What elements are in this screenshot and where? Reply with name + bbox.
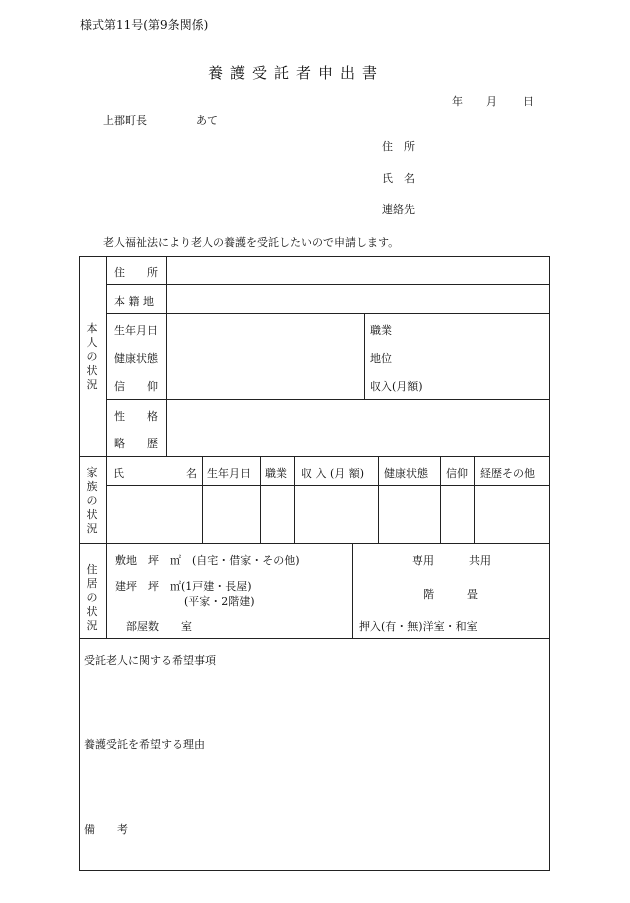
self-faith-label: 信 仰 <box>114 380 158 393</box>
reason-label: 養護受託を希望する理由 <box>84 738 205 751</box>
self-row-line-3 <box>106 399 550 400</box>
self-income-label: 収入(月額) <box>370 380 423 393</box>
wishes-field[interactable] <box>82 668 547 728</box>
addressee-suffix: あて <box>196 114 218 127</box>
self-history-label: 略 歴 <box>114 437 158 450</box>
self-occupation-label: 職業 <box>370 324 392 337</box>
housing-shared: 共用 <box>469 554 491 567</box>
housing-building-type: (平家・2階建) <box>184 595 255 608</box>
family-col-health: 健康状態 <box>384 467 428 480</box>
self-section-heading: 本人の状況 <box>86 322 98 391</box>
self-occupation-income-field[interactable] <box>430 315 548 398</box>
table-left-border <box>79 256 80 871</box>
self-address-label: 住 所 <box>114 266 158 279</box>
housing-exclusive: 専用 <box>412 554 434 567</box>
family-col-occupation: 職業 <box>265 467 287 480</box>
housing-building: 建坪 坪 ㎡(1戸建・長屋) <box>115 580 252 593</box>
addressee: 上郡町長 <box>103 114 147 127</box>
family-section-heading: 家族の状況 <box>86 466 98 535</box>
reason-field[interactable] <box>82 752 547 812</box>
family-col-birthdate: 生年月日 <box>207 467 251 480</box>
remarks-field[interactable] <box>82 838 547 868</box>
self-address-field[interactable] <box>168 258 548 283</box>
self-domicile-field[interactable] <box>168 286 548 312</box>
housing-storage: 押入(有・無)洋室・和室 <box>359 620 478 633</box>
housing-section-heading: 住居の状況 <box>86 563 98 632</box>
housing-divider <box>352 543 353 638</box>
self-health-label: 健康状態 <box>114 352 158 365</box>
applicant-contact-label: 連絡先 <box>382 203 415 216</box>
applicant-address-label: 住 所 <box>382 140 415 153</box>
date-day-label: 日 <box>523 95 534 108</box>
family-data-row[interactable] <box>108 487 548 542</box>
family-header-line <box>106 485 550 486</box>
wishes-label: 受託老人に関する希望事項 <box>84 654 216 667</box>
self-row-line-2 <box>106 313 550 314</box>
self-birthdate-label: 生年月日 <box>114 324 158 337</box>
self-row-line-1 <box>106 284 550 285</box>
family-col-income: 収 入 (月 額) <box>301 467 365 480</box>
housing-rooms: 部屋数 室 <box>126 620 192 633</box>
family-housing-divider <box>79 543 550 544</box>
housing-land: 敷地 坪 ㎡ (自宅・借家・その他) <box>115 554 300 567</box>
application-statement: 老人福祉法により老人の養護を受託したいので申請します。 <box>103 236 400 249</box>
self-domicile-label: 本 籍 地 <box>114 295 154 308</box>
applicant-name-label: 氏 名 <box>382 172 415 185</box>
self-character-label: 性 格 <box>114 410 158 423</box>
housing-bottom-divider <box>79 638 550 639</box>
self-label-column-line <box>166 256 167 456</box>
family-col-history: 経歴その他 <box>480 467 535 480</box>
form-number: 様式第11号(第9条関係) <box>80 18 209 32</box>
self-birthdate-health-faith-field[interactable] <box>168 315 363 398</box>
self-occupation-divider <box>364 313 365 399</box>
family-col-faith: 信仰 <box>446 467 468 480</box>
family-col-surname: 氏 <box>113 467 124 480</box>
date-month-label: 月 <box>486 95 497 108</box>
self-family-divider <box>79 456 550 457</box>
self-position-label: 地位 <box>370 352 392 365</box>
document-title: 養護受託者申出書 <box>208 64 385 82</box>
date-year-label: 年 <box>452 95 463 108</box>
housing-tatami: 階 畳 <box>423 588 478 601</box>
table-right-border <box>549 256 550 871</box>
table-top-border <box>79 256 550 257</box>
self-character-history-field[interactable] <box>168 401 548 455</box>
family-col-name: 名 <box>186 467 197 480</box>
remarks-label: 備 考 <box>84 823 128 836</box>
table-bottom-border <box>79 870 550 871</box>
